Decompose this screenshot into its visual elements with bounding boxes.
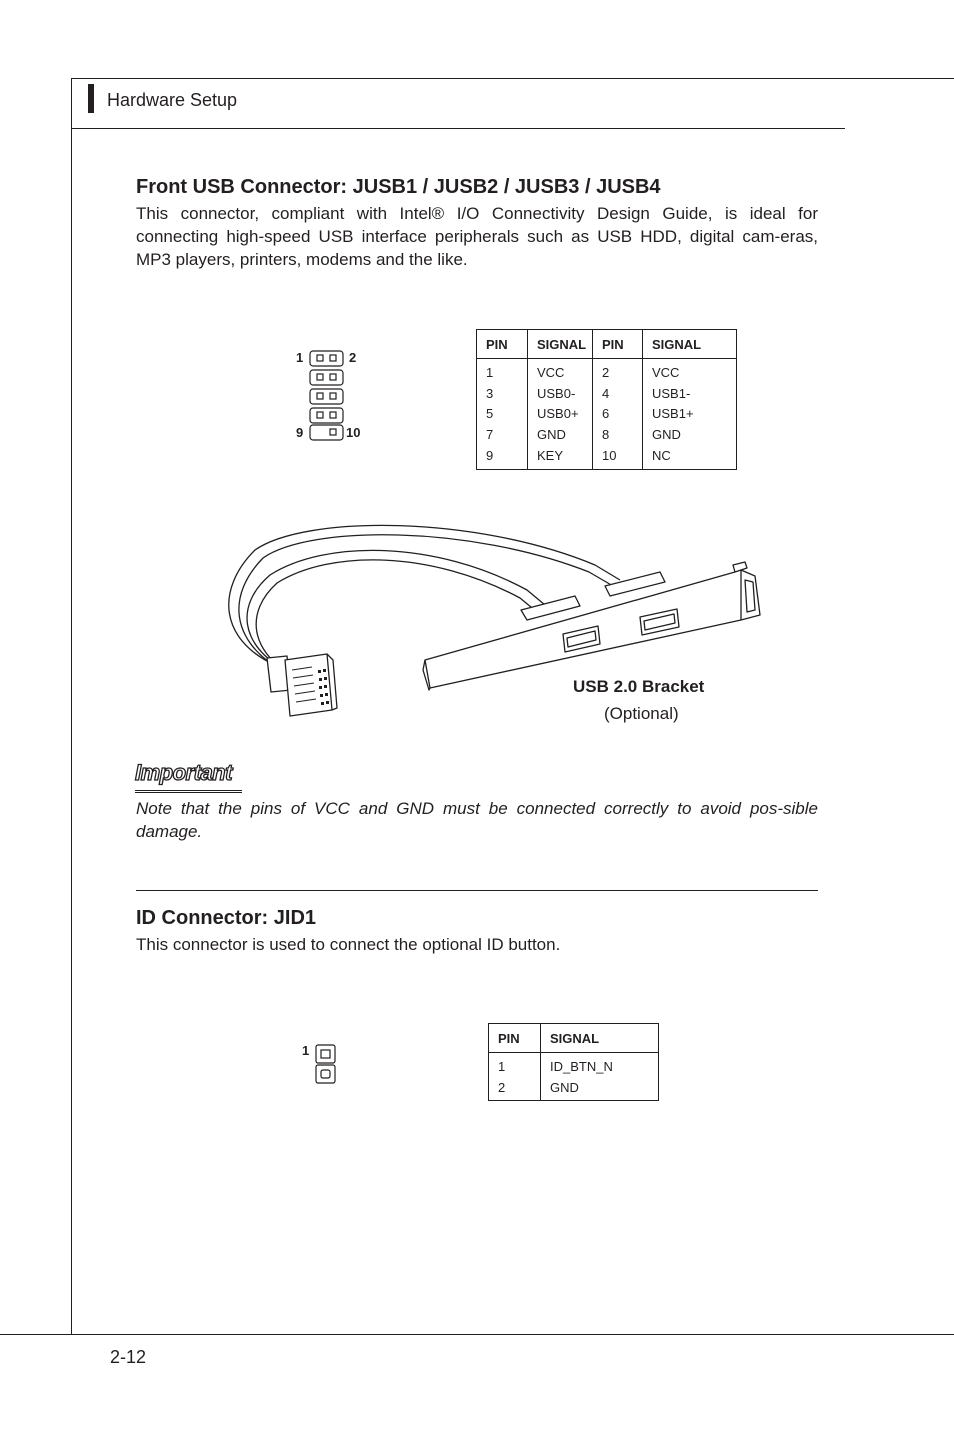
table-cell: 2 4 6 8 10 <box>593 359 643 470</box>
table-cell: 1 2 <box>489 1053 541 1101</box>
table-header-row <box>489 1024 659 1053</box>
bottom-rule <box>0 1334 954 1335</box>
usb-section-description: This connector, compliant with Intel® I/O Connectivity Design Guide, is ideal for connecting high-speed USB interface peripherals such as USB HDD, digital cam-eras, MP3 players, printers, modems and the like. <box>136 204 818 269</box>
important-underline <box>135 790 242 793</box>
usb-section-title: Front USB Connector: JUSB1 / JUSB2 / JUSB3 / JUSB4 <box>136 176 661 198</box>
table-row <box>477 359 737 470</box>
bracket-caption-title: USB 2.0 Bracket <box>573 677 705 696</box>
table-row <box>489 1053 659 1101</box>
table-header: PIN <box>477 330 528 359</box>
usb-pin-header-graphic <box>309 349 345 443</box>
pin-label-1: 1 <box>302 1043 310 1058</box>
table-header: SIGNAL <box>541 1024 659 1053</box>
bracket-caption-subtitle: (Optional) <box>604 704 679 723</box>
id-section-title: ID Connector: JID1 <box>136 907 317 929</box>
table-cell: VCC USB0- USB0+ GND KEY <box>528 359 593 470</box>
header-bar <box>88 84 94 113</box>
table-cell: VCC USB1- USB1+ GND NC <box>643 359 737 470</box>
table-cell: 1 3 5 7 9 <box>477 359 528 470</box>
table-header: PIN <box>593 330 643 359</box>
pin-label-2: 2 <box>349 350 357 365</box>
section-divider <box>136 890 818 891</box>
pin-label-10: 10 <box>346 425 361 440</box>
id-section-description: This connector is used to connect the optional ID button. <box>136 935 561 954</box>
header-rule <box>71 128 845 129</box>
header-title: Hardware Setup <box>107 90 238 110</box>
table-header: SIGNAL <box>528 330 593 359</box>
usb-pin-table <box>476 329 737 470</box>
table-header: PIN <box>489 1024 541 1053</box>
top-rule <box>71 78 954 79</box>
id-pin-header-graphic <box>315 1044 337 1086</box>
important-note: Note that the pins of VCC and GND must be connected correctly to avoid pos-sible damage. <box>136 799 818 841</box>
pin-label-1: 1 <box>296 350 304 365</box>
table-header-row <box>477 330 737 359</box>
table-cell: ID_BTN_N GND <box>541 1053 659 1101</box>
table-header: SIGNAL <box>643 330 737 359</box>
left-margin-rule <box>71 78 72 1335</box>
important-label: Important <box>135 760 232 785</box>
pin-label-9: 9 <box>296 425 304 440</box>
page-number: 2-12 <box>110 1347 147 1367</box>
id-pin-table <box>488 1023 659 1101</box>
